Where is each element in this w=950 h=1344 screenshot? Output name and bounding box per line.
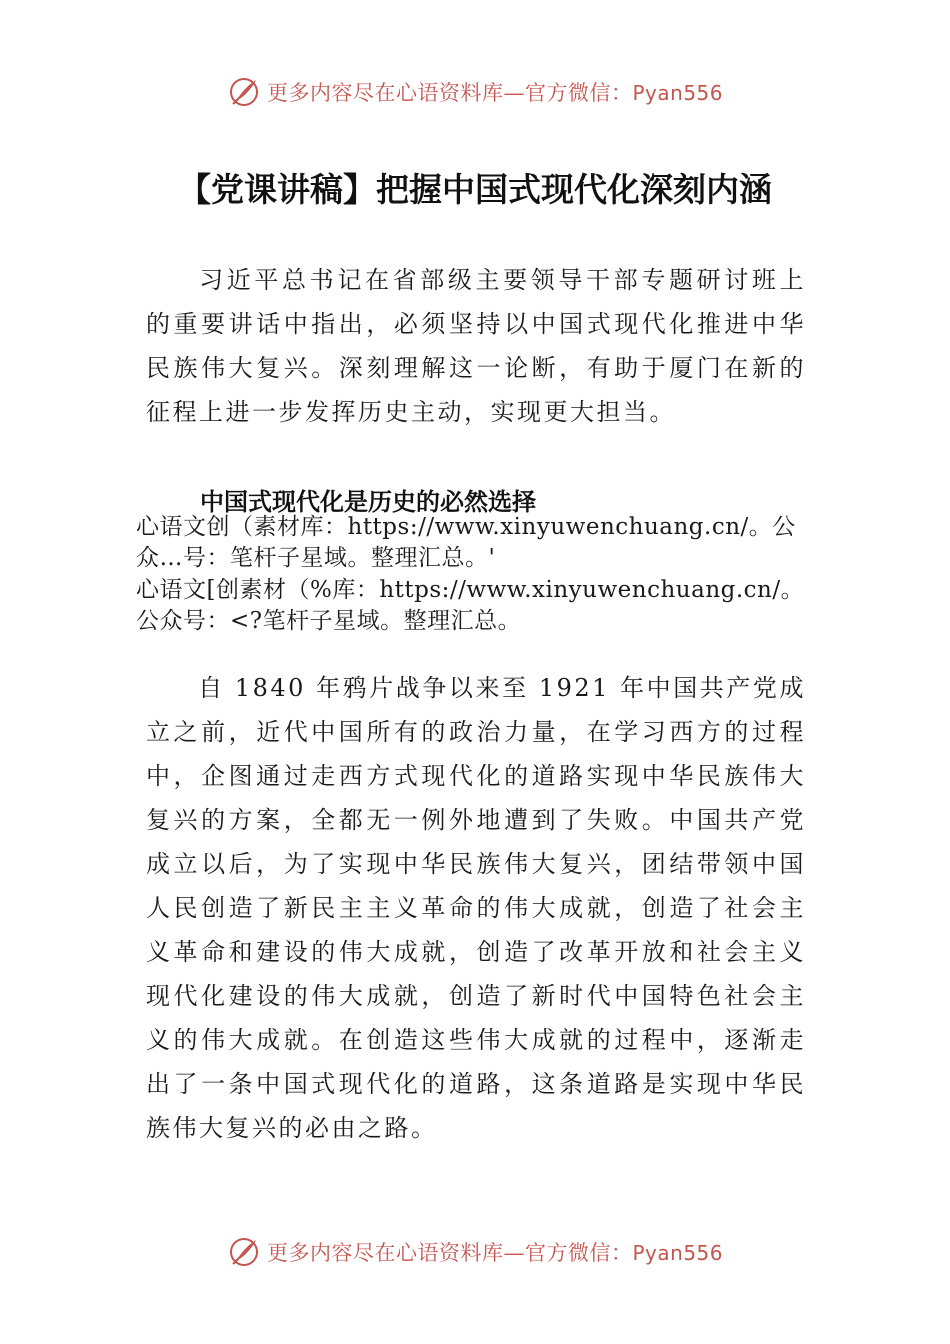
watermark-text: 心语文[创素材（%库：https://www.xinyuwenchuang.cn/。公众号：<?笔杆子星域。整理汇总。	[136, 577, 805, 634]
banner-text: 更多内容尽在心语资料库—官方微信：Pyan556	[266, 81, 723, 105]
page-title: 【党课讲稿】把握中国式现代化深刻内涵	[178, 170, 772, 209]
quill-pen-icon	[227, 75, 261, 109]
wechat-id: Pyan556	[632, 1241, 723, 1265]
wechat-id: Pyan556	[632, 81, 723, 105]
intro-paragraph: 习近平总书记在省部级主要领导干部专题研讨班上的重要讲话中指出，必须坚持以中国式现代化推进中华民族伟大复兴。深刻理解这一论断，有助于厦门在新的征程上进一步发挥历史主动，实现更大担当。	[146, 266, 806, 426]
header-banner	[0, 72, 950, 112]
body-paragraph: 自 1840 年鸦片战争以来至 1921 年中国共产党成立之前，近代中国所有的政治力量，在学习西方的过程中，企图通过走西方式现代化的道路实现中华民族伟大复兴的方案，全都无一例外地遭到了失败。中国共产党成立以后，为了实现中华民族伟大复兴，团结带领中国人民创造了新民主主义革命的伟大成就，创造了社会主义革命和建设的伟大成就，创造了改革开放和社会主义现代化建设的伟大成就，创造了新时代中国特色社会主义的伟大成就。在创造这些伟大成就的过程中，逐渐走出了一条中国式现代化的道路，这条道路是实现中华民族伟大复兴的必由之路。	[146, 674, 806, 1142]
footer-banner	[0, 1232, 950, 1272]
banner-text: 更多内容尽在心语资料库—官方微信：Pyan556	[266, 1241, 723, 1265]
section-heading: 中国式现代化是历史的必然选择	[200, 488, 536, 516]
watermark-text: 心语文创（素材库：https://www.xinyuwenchuang.cn/。公众…号：笔杆子星域。整理汇总。'	[136, 514, 796, 571]
quill-pen-icon	[227, 1235, 261, 1269]
